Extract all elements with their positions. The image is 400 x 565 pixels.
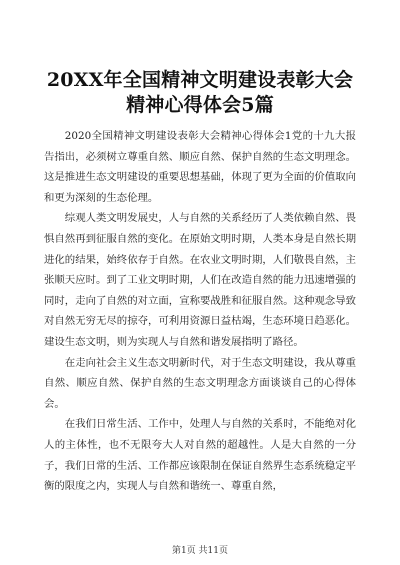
paragraph-4: 在我们日常生活、工作中，处理人与自然的关系时，不能绝对化人的主体性，也不无限夸大人对自然的超越性。人是大自然的一分子，我们日常的生活、工作都应该限制在保证自然界生态系统稳定平衡的限度之内，实现人与自然和谐统一、尊重自然， xyxy=(44,418,356,493)
paragraph-1: 2020全国精神文明建设表彰大会精神心得体会1党的十九大报告指出，必须树立尊重自然、顺应自然、保护自然的生态文明理念。这是推进生态文明建设的重要思想基础，体现了更为全面的价值取向和更为深刻的生态伦理。 xyxy=(44,130,356,204)
document-title: 20XX年全国精神文明建设表彰大会精神心得体会5篇 xyxy=(46,69,354,116)
document-body xyxy=(44,126,356,497)
page-footer: 第1页 共11页 xyxy=(171,546,229,556)
paragraph-3: 在走向社会主义生态文明新时代，对于生态文明建设，我从尊重自然、顺应自然、保护自然的生态文明理念方面谈谈自己的心得体会。 xyxy=(44,356,356,410)
paragraph-2: 综观人类文明发展史，人与自然的关系经历了人类依赖自然、畏惧自然再到征服自然的变化。在原始文明时期，人类本身是自然长期进化的结果，始终依存于自然。在农业文明时期，人们敬畏自然，主张顺天应时。到了工业文明时期，人们在改造自然的能力迅速增强的同时，走向了自然的对立面，宣称要战胜和征服自然。这种观念导致对自然无穷无尽的掠夺，可利用资源日益枯竭，生态环境日趋恶化。建设生态文明，则为实现人与自然和谐发展指明了路径。 xyxy=(44,212,356,348)
